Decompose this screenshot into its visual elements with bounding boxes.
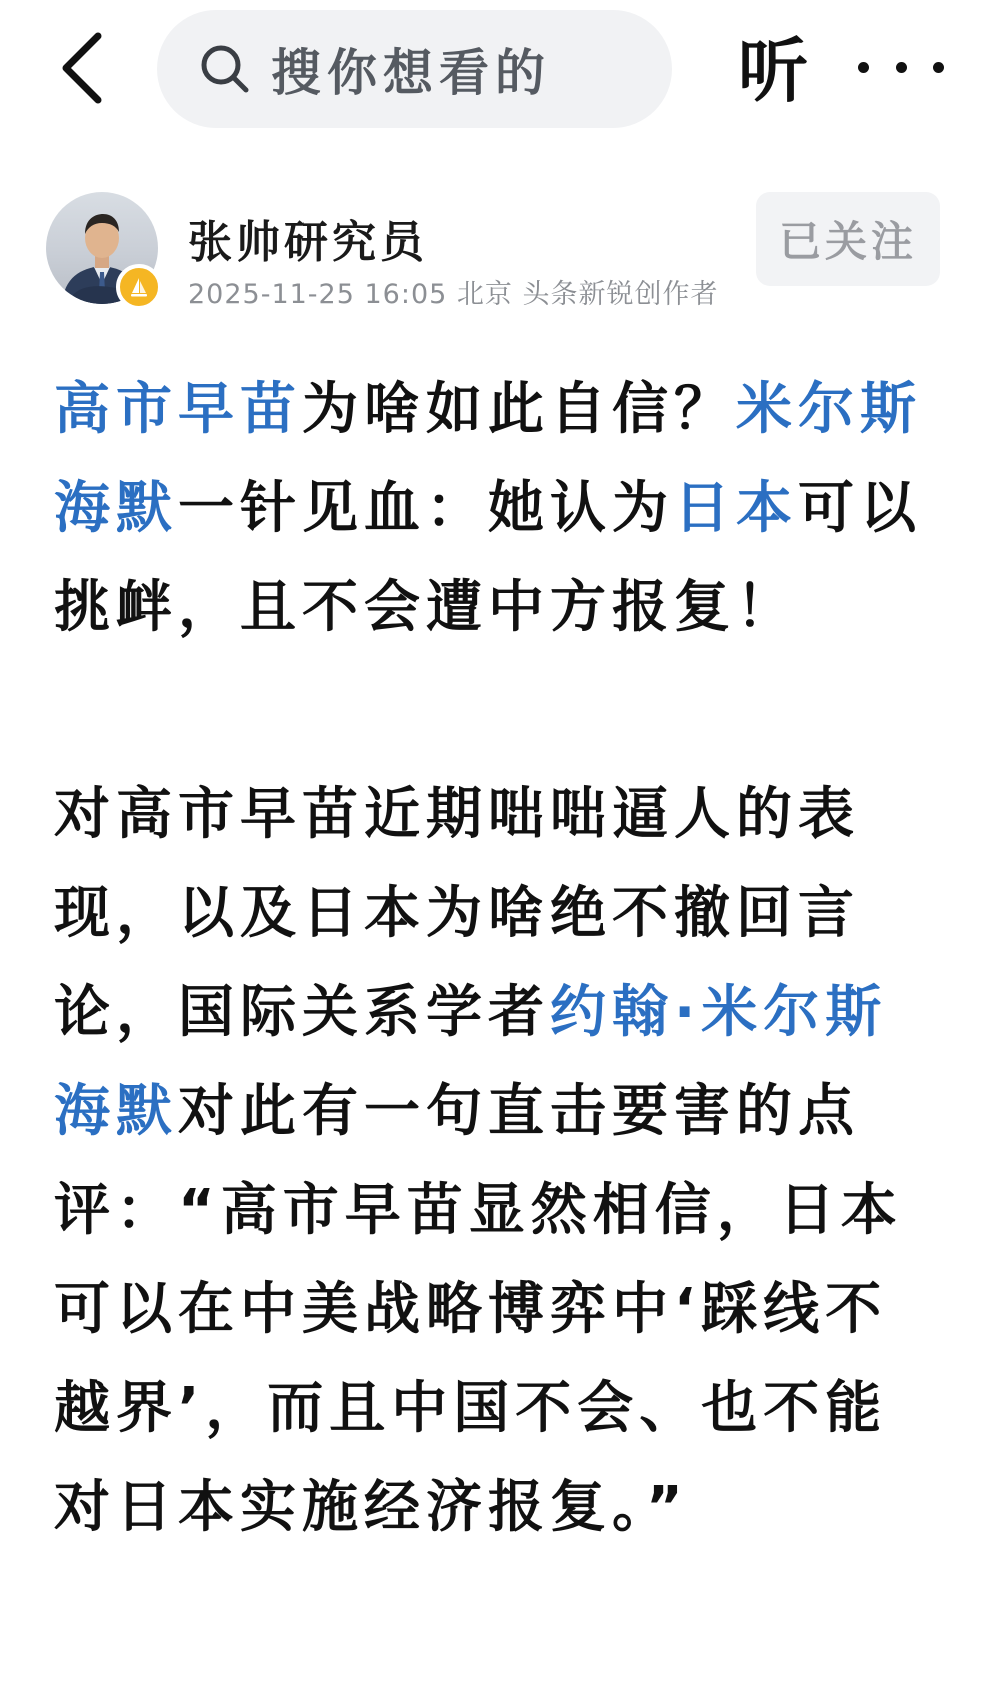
search-placeholder: 搜你想看的 (271, 44, 551, 102)
author-name[interactable]: 张帅研究员 (188, 217, 428, 268)
entity-link[interactable]: 约翰·米尔斯海默 (54, 980, 888, 1144)
article-title (54, 360, 934, 657)
creator-badge-icon (116, 264, 162, 310)
entity-link[interactable]: 米尔斯海默 (54, 377, 922, 541)
back-button[interactable] (52, 28, 112, 108)
title-text: 可以挑衅，且不会遭中方报复！ (54, 476, 922, 640)
post-meta: 2025-11-25 16:05 北京 头条新锐创作者 (188, 279, 719, 310)
follow-button[interactable]: 已关注 (756, 192, 940, 286)
more-dot (896, 62, 907, 73)
entity-link[interactable]: 日本 (674, 476, 798, 541)
title-text: 一针见血：她认为 (178, 476, 674, 541)
more-options-button[interactable] (858, 42, 944, 92)
search-icon (197, 41, 253, 97)
more-dot (933, 62, 944, 73)
paragraph-text: 对此有一句直击要害的点评：“高市早苗显然相信，日本可以在中美战略博弈中‘踩线不越界’，而且中国不会、也不能对日本实施经济报复。” (54, 1079, 903, 1540)
paragraph-text: 对高市早苗近期咄咄逼人的表现，以及日本为啥绝不撤回言论，国际关系学者 (54, 782, 860, 1045)
top-navigation-bar (0, 0, 986, 140)
listen-button[interactable]: 听 (738, 30, 808, 112)
article-body (54, 360, 934, 1557)
title-text: 为啥如此自信？ (302, 377, 736, 442)
more-dots-icon (858, 62, 869, 73)
search-input[interactable] (157, 10, 672, 128)
author-header (0, 180, 986, 320)
article-paragraph (54, 765, 934, 1557)
chevron-left-icon (60, 32, 104, 104)
entity-link[interactable]: 高市早苗 (54, 377, 302, 442)
